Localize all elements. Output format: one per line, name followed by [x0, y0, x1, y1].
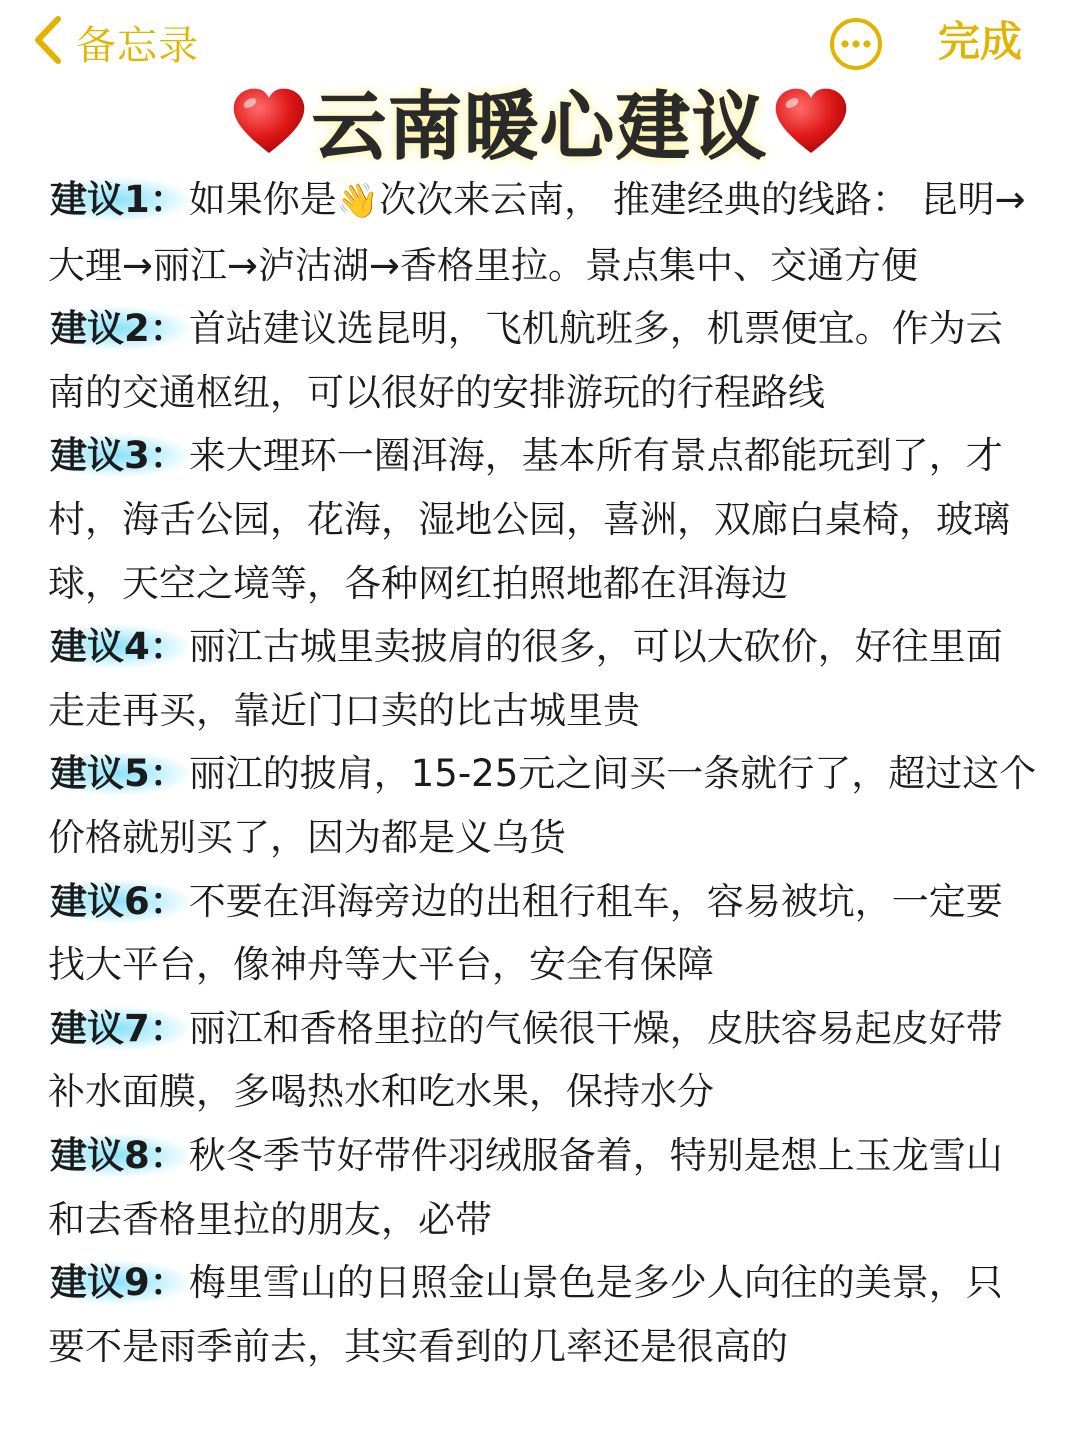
tip-item — [48, 997, 1038, 1124]
tip-label: 建议9： — [50, 1261, 187, 1305]
more-options-button[interactable] — [828, 16, 884, 72]
tip-label: 建议3： — [50, 434, 187, 478]
tip-text: 丽江和香格里拉的气候很干燥，皮肤容易起皮好带补水面膜，多喝热水和吃水果，保持水分 — [48, 1006, 1003, 1114]
chevron-left-icon — [30, 15, 64, 69]
tip-item — [48, 1124, 1038, 1251]
tip-text: 秋冬季节好带件羽绒服备着，特别是想上玉龙雪山和去香格里拉的朋友，必带 — [48, 1133, 1003, 1241]
tip-item — [48, 297, 1038, 424]
tip-label: 建议6： — [50, 879, 187, 923]
tip-text: 丽江的披肩，15-25元之间买一条就行了，超过这个价格就别买了，因为都是义乌货 — [48, 752, 1037, 859]
done-button[interactable]: 完成 — [938, 17, 1023, 66]
tip-label: 建议7： — [50, 1006, 187, 1050]
back-button[interactable] — [30, 14, 199, 70]
red-heart-icon — [230, 85, 308, 157]
page-title: 云南暖心建议 — [312, 84, 768, 170]
tip-label: 建议2： — [50, 307, 187, 351]
note-title — [0, 78, 1080, 170]
tip-text: 如果你是 — [188, 178, 337, 221]
red-heart-icon — [772, 85, 850, 157]
tip-label: 建议5： — [50, 752, 187, 796]
tip-item — [48, 424, 1038, 615]
tip-text: 首站建议选昆明，飞机航班多，机票便宜。作为云南的交通枢纽，可以很好的安排游玩的行程路线 — [48, 307, 1003, 414]
note-body[interactable] — [48, 168, 1038, 1378]
tip-item — [48, 742, 1038, 869]
tip-text: 来大理环一圈洱海，基本所有景点都能玩到了，才村，海舌公园，花海，湿地公园，喜洲，双廊白桌椅，玻璃球，天空之境等，各种网红拍照地都在洱海边 — [48, 434, 1010, 605]
tip-text: 梅里雪山的日照金山景色是多少人向往的美景，只要不是雨季前去，其实看到的几率还是很高的 — [48, 1261, 1003, 1368]
tip-item — [48, 168, 1038, 297]
waving-hand-icon: 👋 — [336, 181, 380, 221]
tip-text: 丽江古城里卖披肩的很多，可以大砍价，好往里面走走再买，靠近门口卖的比古城里贵 — [48, 625, 1003, 732]
tip-label: 建议1： — [50, 178, 187, 221]
tip-item — [48, 870, 1038, 997]
tip-item — [48, 1251, 1038, 1378]
tip-item — [48, 615, 1038, 742]
tip-text: 次次来云南， 推建经典的线路： 昆明→大理→丽江→泸沽湖→香格里拉。景点集中、交通方便 — [48, 178, 1026, 287]
tip-label: 建议8： — [50, 1133, 187, 1177]
ellipsis-circle-icon — [828, 57, 884, 76]
back-button-label: 备忘录 — [76, 22, 199, 69]
tip-text: 不要在洱海旁边的出租行租车，容易被坑，一定要找大平台，像神舟等大平台，安全有保障 — [48, 879, 1003, 987]
tip-label: 建议4： — [50, 625, 187, 669]
